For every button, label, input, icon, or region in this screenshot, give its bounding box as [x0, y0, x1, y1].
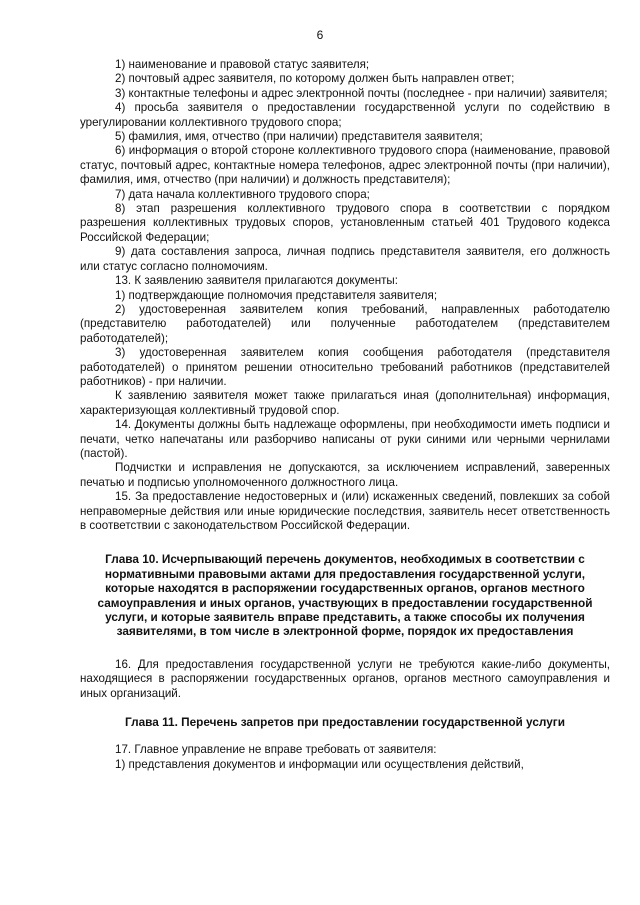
paragraph: 3) контактные телефоны и адрес электронной почты (последнее - при наличии) заявителя; [115, 86, 608, 100]
paragraph: 2) почтовый адрес заявителя, по которому должен быть направлен ответ; [115, 72, 515, 86]
paragraph: 17. Главное управление не вправе требовать от заявителя: [115, 743, 437, 757]
paragraph: 1) подтверждающие полномочия представителя заявителя; [115, 288, 438, 302]
paragraph: 3) удостоверенная заявителем копия сообщения работодателя (представителя работодателей) о принятом решении относительно требований работников (представителей работников) - при наличии. [80, 346, 610, 388]
paragraph: 7) дата начала коллективного трудового спора; [115, 187, 370, 201]
paragraph: 2) удостоверенная заявителем копия требований, направленных работодателю (представителю работодателей) или полученные работодателем (представителем работодателей); [80, 302, 610, 345]
paragraph: 5) фамилия, имя, отчество (при наличии) представителя заявителя; [115, 130, 483, 144]
spacer [80, 639, 610, 658]
spacer [80, 533, 610, 552]
document-body [80, 58, 610, 772]
chapter-heading: Глава 11. Перечень запретов при предоставлении государственной услуги [125, 715, 565, 730]
paragraph: 9) дата составления запроса, личная подпись представителя заявителя, его должность или статус согласно полномочиям. [80, 245, 610, 273]
spacer [80, 701, 610, 715]
paragraph: 16. Для предоставления государственной услуги не требуются какие-либо документы, находящиеся в распоряжении государственных органов, органов местного самоуправления и иных организаций. [80, 657, 610, 700]
paragraph: 15. За предоставление недостоверных и (или) искаженных сведений, повлекших за собой неправомерные действия или иные юридические последствия, заявитель несет ответственность в соответствии с законодательством Российской Федерации. [80, 490, 610, 532]
chapter-heading: Глава 10. Исчерпывающий перечень документов, необходимых в соответствии с нормативными правовыми актами для предоставления государственной услуги, которые находятся в распоряжении государственных органов, органов местного самоуправления и иных органов, участвующих в предоставлении государственной услуги, и которые заявитель вправе представить, а также способы их получения заявителями, в том числе в электронной форме, порядок их предоставления [97, 552, 593, 639]
paragraph: 13. К заявлению заявителя прилагаются документы: [115, 274, 398, 288]
paragraph: 8) этап разрешения коллективного трудового спора в соответствии с порядком разрешения коллективных трудовых споров, установленным статьей 401 Трудового кодекса Российской Федерации; [80, 202, 610, 244]
paragraph: 1) наименование и правовой статус заявителя; [115, 58, 370, 71]
paragraph: 4) просьба заявителя о предоставлении государственной услуги по содействию в урегулировании коллективного трудового спора; [80, 101, 610, 129]
spacer [80, 729, 610, 743]
paragraph: 1) представления документов и информации или осуществления действий, [115, 757, 524, 771]
paragraph: 14. Документы должны быть надлежаще оформлены, при необходимости иметь подписи и печати, четко напечатаны или разборчиво написаны от руки синими или черными чернилами (пастой). [80, 418, 610, 460]
paragraph: Подчистки и исправления не допускаются, за исключением исправлений, заверенных печатью и подписью уполномоченного должностного лица. [80, 461, 610, 489]
page-number: 6 [316, 28, 324, 42]
paragraph: К заявлению заявителя может также прилагаться иная (дополнительная) информация, характеризующая коллективный трудовой спор. [80, 389, 610, 417]
paragraph: 6) информация о второй стороне коллективного трудового спора (наименование, правовой статус, почтовый адрес, контактные номера телефонов, адрес электронной почты (при наличии), фамилия, имя, отчество (при наличии) и должность представителя); [80, 144, 610, 187]
